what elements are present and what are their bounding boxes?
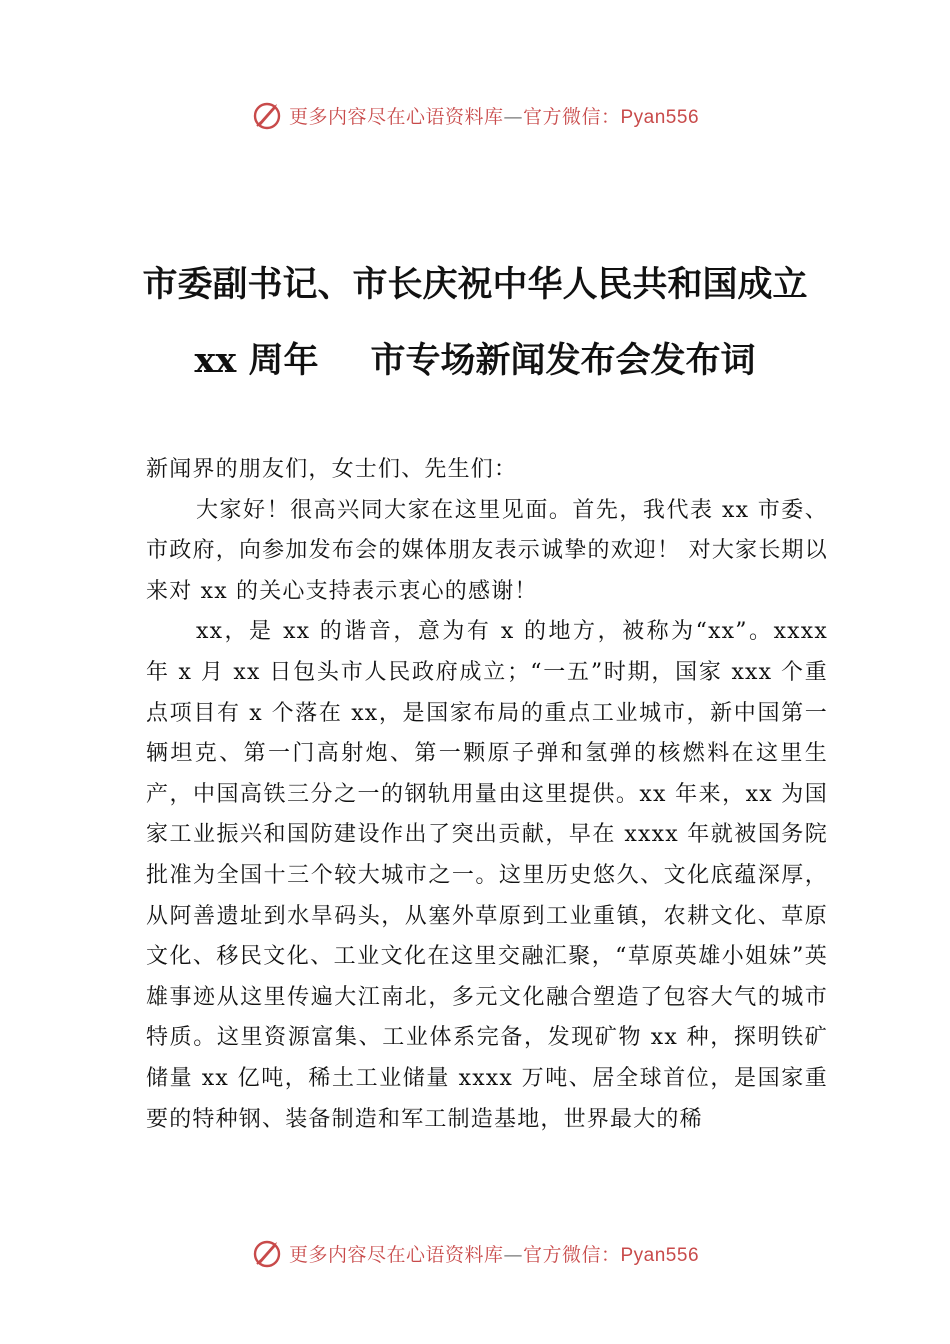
watermark-contact-id: Pyan556 [620,1244,700,1266]
watermark-separator: — [503,1243,523,1266]
title-part-anniversary: xx 周年 [194,340,319,381]
paragraph-city-intro: xx，是 xx 的谐音，意为有 x 的地方，被称为“xx”。xxxx 年 x 月 xx 日包头市人民政府成立；“一五”时期，国家 xxx 个重点项目有 x 个落在 xx，是国家布局的重点工业城市，新中国第一辆坦克、第一门高射炮、第一颗原子弹和氢弹的核燃料在这里生产，中国高铁三分之一的钢轨用量由这里提供。xx 年来，xx 为国家工业振兴和国防建设作出了突出贡献，早在 xxxx 年就被国务院批准为全国十三个较大城市之一。这里历史悠久、文化底蕴深厚，从阿善遗址到水旱码头，从塞外草原到工业重镇，农耕文化、草原文化、移民文化、工业文化在这里交融汇聚，“草原英雄小姐妹”英雄事迹从这里传遍大江南北，多元文化融合塑造了包容大气的城市特质。这里资源富集、工业体系完备，发现矿物 xx 种，探明铁矿储量 xx 亿吨，稀土工业储量 xxxx 万吨、居全球首位，是国家重要的特种钢、装备制造和军工制造基地，世界最大的稀 [146,619,828,1132]
salutation: 新闻界的朋友们，女士们、先生们： [146,457,518,482]
paragraph-welcome: 大家好！很高兴同大家在这里见面。首先，我代表 xx 市委、市政府，向参加发布会的媒体朋友表示诚挚的欢迎！ 对大家长期以来对 xx 的关心支持表示衷心的感谢！ [146,497,828,604]
quill-pen-logo-icon [251,99,283,131]
document-body [146,450,828,1140]
watermark-text [289,1240,699,1267]
document-title-line-2 [0,333,950,383]
footer-watermark [0,1233,950,1273]
watermark-text [289,102,699,129]
watermark-brand: 更多内容尽在心语资料库 [288,105,504,128]
header-watermark [0,95,950,135]
title-part-event: 市专场新闻发布会发布词 [370,340,756,381]
watermark-contact-label: 官方微信： [522,105,621,128]
quill-pen-logo-icon [251,1237,283,1269]
watermark-contact-label: 官方微信： [522,1243,621,1266]
watermark-brand: 更多内容尽在心语资料库 [288,1243,504,1266]
watermark-contact-id: Pyan556 [620,106,700,128]
document-title-line-1: 市委副书记、市长庆祝中华人民共和国成立 [142,264,808,305]
watermark-separator: — [503,105,523,128]
